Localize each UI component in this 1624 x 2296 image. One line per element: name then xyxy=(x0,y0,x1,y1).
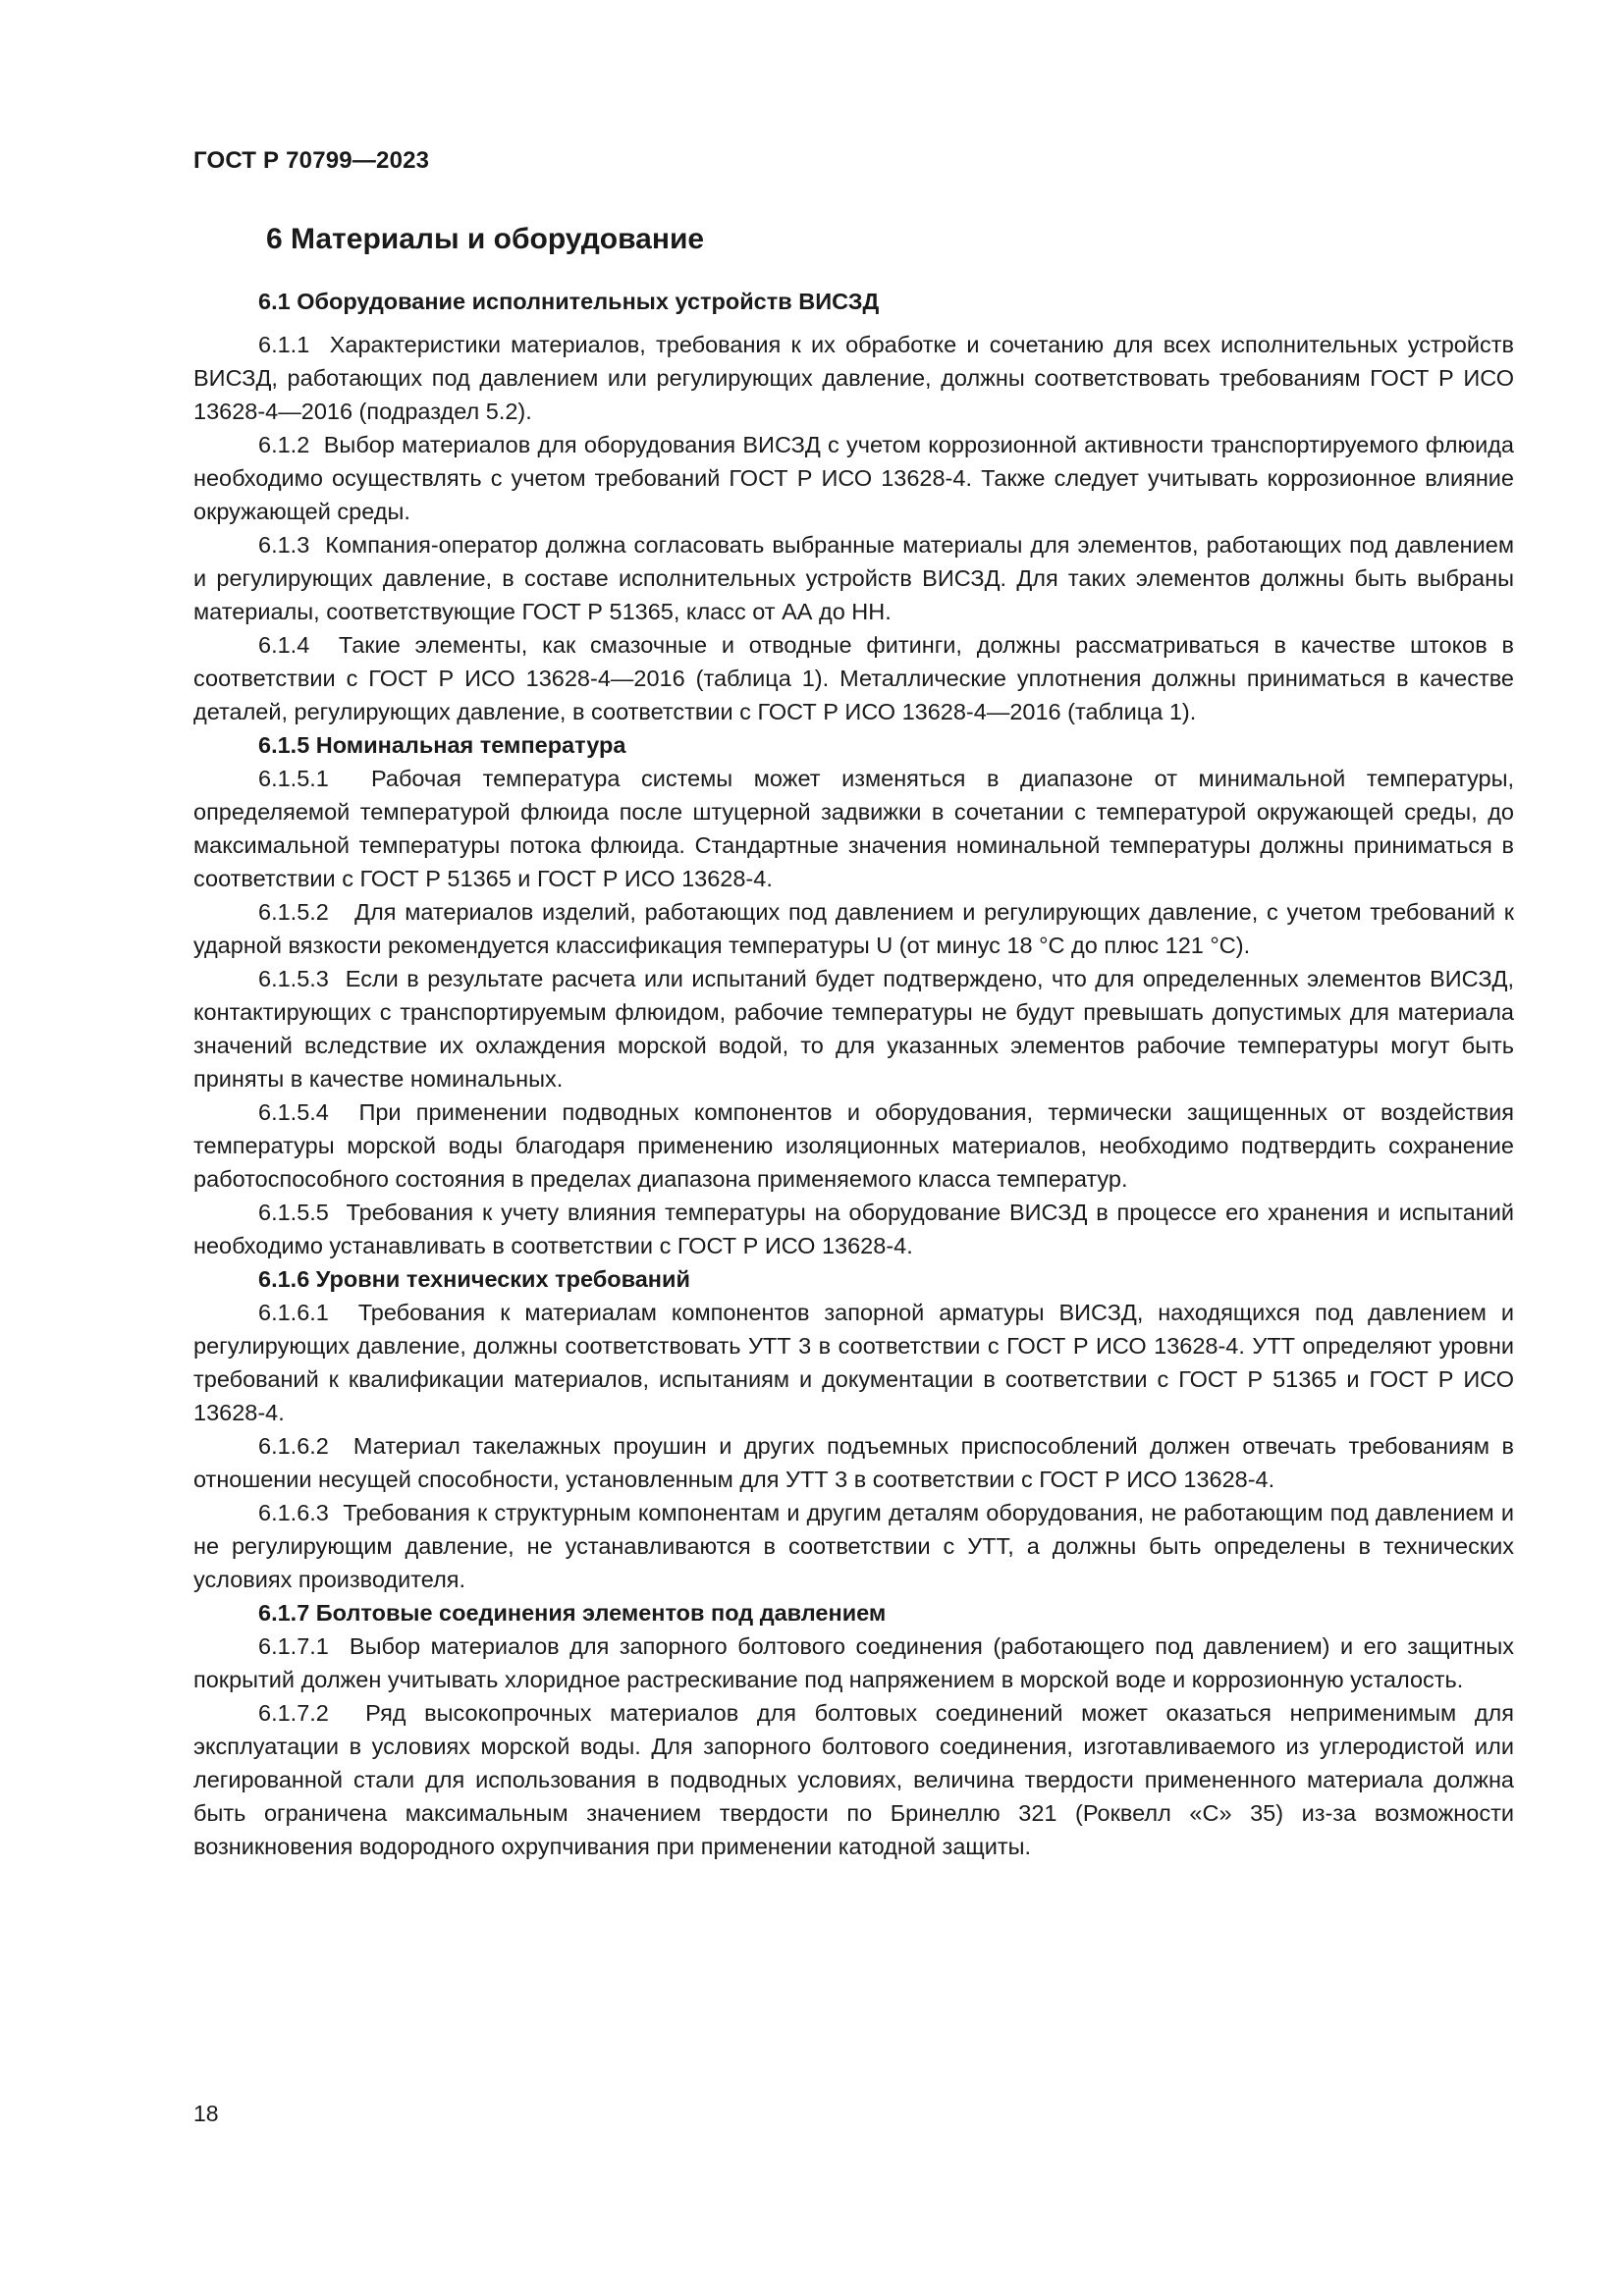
heading-6-1-6: 6.1.6 Уровни технических требований xyxy=(258,1266,690,1292)
paragraph-6-1-6-2: 6.1.6.2 Материал такелажных проушин и других подъемных приспособлений должен отвечать требованиям в отношении несущей способности, установленным для УТТ 3 в соответствии с ГОСТ Р ИСО 13628-4. xyxy=(193,1433,1521,1492)
paragraph-6-1-7-1: 6.1.7.1 Выбор материалов для запорного болтового соединения (работающего под давлением) и его защитных покрытий должен учитывать хлоридное растрескивание под напряжением в морской воде и коррозионную усталость. xyxy=(193,1633,1521,1692)
paragraph-6-1-5-4: 6.1.5.4 При применении подводных компонентов и оборудования, термически защищенных от воздействия температуры морской воды благодаря применению изоляционных материалов, необходимо подтвердить сохранение работоспособного состояния в пределах диапазона применяемого класса температур. xyxy=(193,1099,1521,1192)
page-content xyxy=(193,218,1521,1863)
section-title: 6 Материалы и оборудование xyxy=(266,223,705,255)
heading-6-1-7: 6.1.7 Болтовые соединения элементов под давлением xyxy=(258,1600,887,1626)
paragraph-6-1-7-2: 6.1.7.2 Ряд высокопрочных материалов для болтовых соединений может оказаться неприменимым для эксплуатации в условиях морской воды. Для запорного болтового соединения, изготавливаемого из углеродистой или легированной стали для использования в подводных условиях, величина твердости примененного материала должна быть ограничена максимальным значением твердости по Бринеллю 321 (Роквелл «С» 35) из-за возможности возникновения водородного охрупчивания при применении катодной защиты. xyxy=(193,1700,1521,1859)
document-code-header: ГОСТ Р 70799—2023 xyxy=(193,147,430,174)
subsection-title: 6.1 Оборудование исполнительных устройств ВИСЗД xyxy=(258,289,880,314)
paragraph-6-1-1: 6.1.1 Характеристики материалов, требования к их обработке и сочетанию для всех исполнительных устройств ВИСЗД, работающих под давлением или регулирующих давление, должны соответствовать требованиям ГОСТ Р ИСО 13628-4—2016 (подраздел 5.2). xyxy=(193,332,1521,424)
paragraph-6-1-5-5: 6.1.5.5 Требования к учету влияния температуры на оборудование ВИСЗД в процессе его хранения и испытаний необходимо устанавливать в соответствии с ГОСТ Р ИСО 13628-4. xyxy=(193,1200,1521,1258)
paragraph-6-1-5-2: 6.1.5.2 Для материалов изделий, работающих под давлением и регулирующих давление, с учетом требований к ударной вязкости рекомендуется классификация температуры U (от минус 18 °С до плюс 121 °С). xyxy=(193,899,1521,958)
paragraph-6-1-2: 6.1.2 Выбор материалов для оборудования ВИСЗД с учетом коррозионной активности транспортируемого флюида необходимо осуществлять с учетом требований ГОСТ Р ИСО 13628-4. Также следует учитывать коррозионное влияние окружающей среды. xyxy=(193,432,1521,524)
paragraph-6-1-6-3: 6.1.6.3 Требования к структурным компонентам и другим деталям оборудования, не работающим под давлением и не регулирующим давление, не устанавливаются в соответствии с УТТ, а должны быть определены в технических условиях производителя. xyxy=(193,1500,1521,1592)
paragraph-6-1-6-1: 6.1.6.1 Требования к материалам компонентов запорной арматуры ВИСЗД, находящихся под давлением и регулирующих давление, должны соответствовать УТТ 3 в соответствии с ГОСТ Р ИСО 13628-4. УТТ определяют уровни требований к квалификации материалов, испытаниям и документации в соответствии с ГОСТ Р 51365 и ГОСТ Р ИСО 13628-4. xyxy=(193,1300,1521,1425)
paragraph-6-1-5-1: 6.1.5.1 Рабочая температура системы может изменяться в диапазоне от минимальной температуры, определяемой температурой флюида после штуцерной задвижки в сочетании с температурой окружающей среды, до максимальной температуры потока флюида. Стандартные значения номинальной температуры должны приниматься в соответствии с ГОСТ Р 51365 и ГОСТ Р ИСО 13628-4. xyxy=(193,766,1521,891)
paragraph-6-1-5-3: 6.1.5.3 Если в результате расчета или испытаний будет подтверждено, что для определенных элементов ВИСЗД, контактирующих с транспортируемым флюидом, рабочие температуры не будут превышать допустимых для материала значений вследствие их охлаждения морской водой, то для указанных элементов рабочие температуры могут быть приняты в качестве номинальных. xyxy=(193,966,1521,1092)
paragraph-6-1-3: 6.1.3 Компания-оператор должна согласовать выбранные материалы для элементов, работающих под давлением и регулирующих давление, в составе исполнительных устройств ВИСЗД. Для таких элементов должны быть выбраны материалы, соответствующие ГОСТ Р 51365, класс от АА до НН. xyxy=(193,532,1521,624)
paragraph-6-1-4: 6.1.4 Такие элементы, как смазочные и отводные фитинги, должны рассматриваться в качестве штоков в соответствии с ГОСТ Р ИСО 13628-4—2016 (таблица 1). Металлические уплотнения должны приниматься в качестве деталей, регулирующих давление, в соответствии с ГОСТ Р ИСО 13628-4—2016 (таблица 1). xyxy=(193,632,1521,724)
heading-6-1-5: 6.1.5 Номинальная температура xyxy=(258,732,626,758)
page-number: 18 xyxy=(193,2101,219,2126)
